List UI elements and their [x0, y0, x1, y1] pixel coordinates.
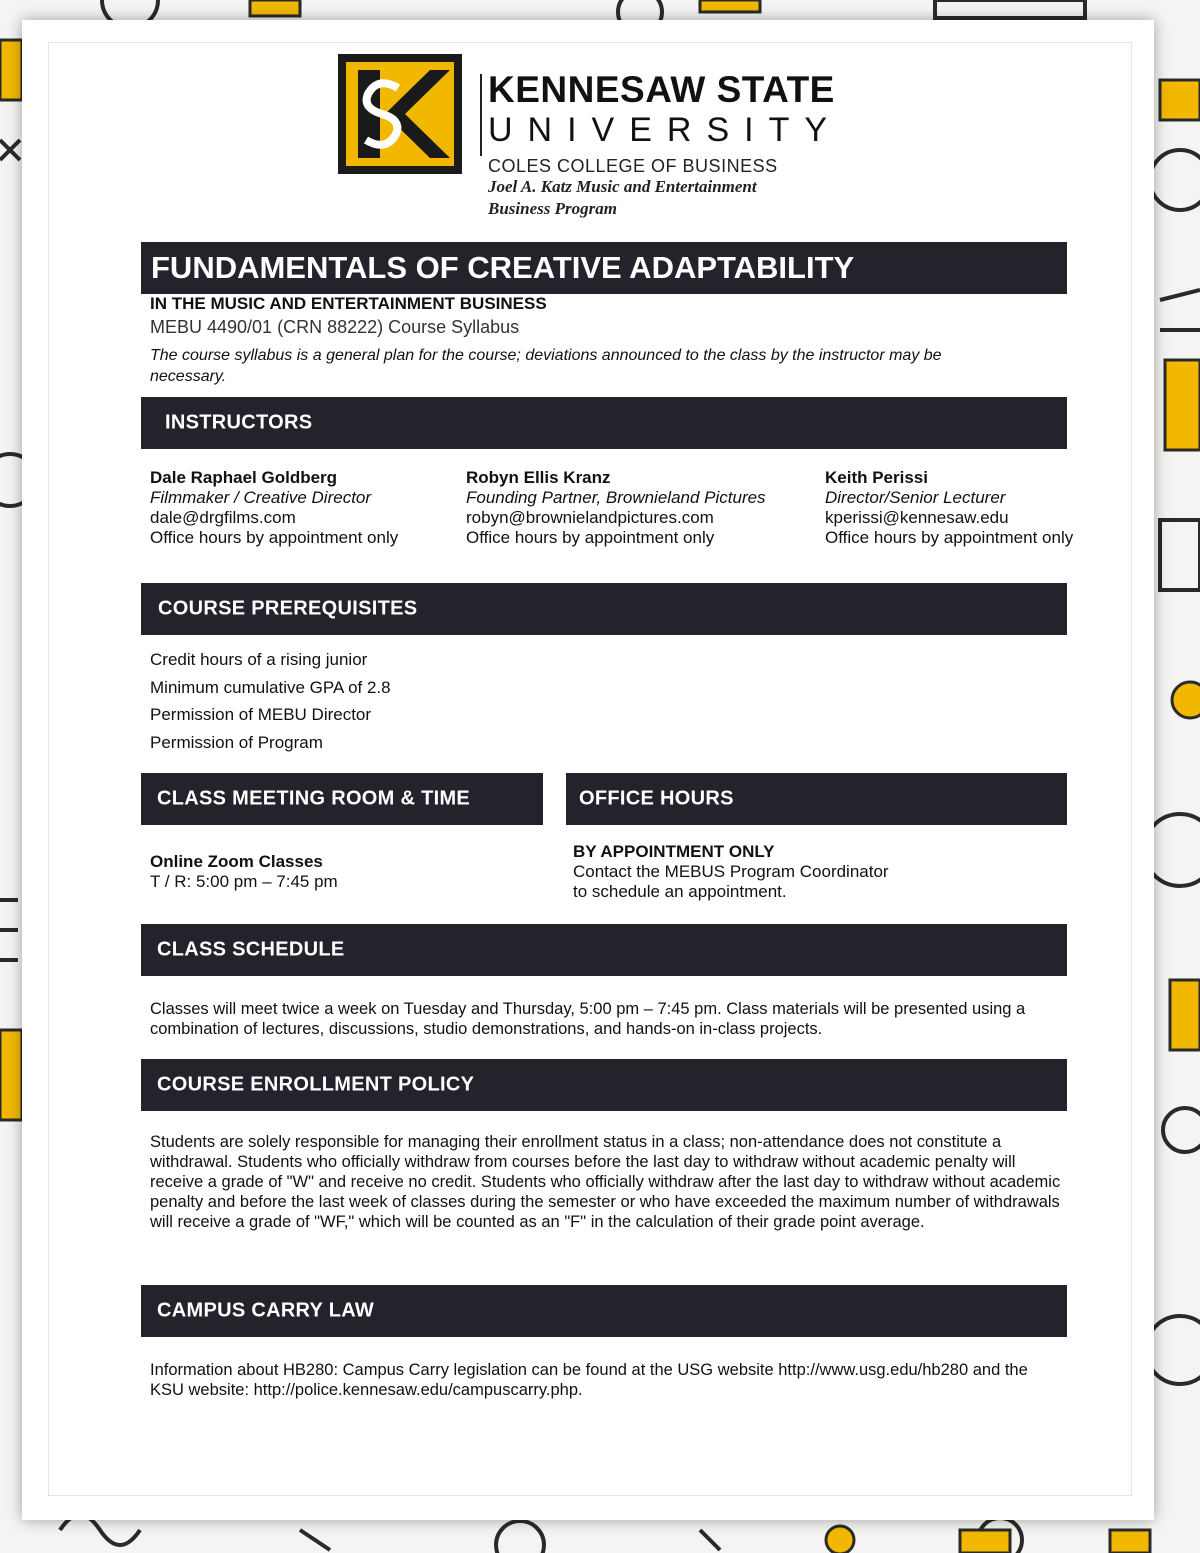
office-hours-line-2: to schedule an appointment.: [573, 882, 787, 901]
instructor-hours: Office hours by appointment only: [466, 528, 715, 547]
office-hours-heading: OFFICE HOURS: [579, 787, 734, 810]
list-item: Permission of MEBU Director: [150, 705, 372, 724]
office-hours-heading-bar: [566, 773, 1067, 825]
enrollment-heading: COURSE ENROLLMENT POLICY: [157, 1073, 475, 1096]
syllabus-note: The course syllabus is a general plan for the course; deviations announced to the class by the instructor may be necessary.: [150, 347, 942, 385]
course-title-bar: [141, 242, 1067, 294]
university-sub: UNIVERSITY: [488, 111, 843, 149]
meeting-heading: CLASS MEETING ROOM & TIME: [157, 787, 471, 810]
office-hours-info: [573, 842, 889, 902]
instructors-heading: INSTRUCTORS: [165, 411, 313, 434]
program-name: [488, 176, 848, 220]
instructor-role: Filmmaker / Creative Director: [150, 488, 372, 507]
instructor-name: Keith Perissi: [825, 468, 928, 487]
university-logo: [330, 48, 890, 228]
meeting-time: T / R: 5:00 pm – 7:45 pm: [150, 872, 338, 891]
instructor-hours: Office hours by appointment only: [150, 528, 399, 547]
prerequisites-heading-bar: [141, 583, 1067, 635]
instructor-name: Dale Raphael Goldberg: [150, 468, 338, 487]
instructor-card: [825, 468, 1073, 548]
program-line-2: Business Program: [488, 199, 617, 218]
instructor-hours: Office hours by appointment only: [825, 528, 1074, 547]
office-hours-line-1: Contact the MEBUS Program Coordinator: [573, 862, 889, 881]
campus-carry-text: Information about HB280: Campus Carry legislation can be found at the USG website http://www.usg.edu/hb280 and the KSU website: http://police.kennesaw.edu/campuscarry.php.: [150, 1361, 1028, 1399]
instructor-card: [466, 468, 766, 548]
university-name: KENNESAW STATE: [488, 69, 835, 110]
office-hours-label: BY APPOINTMENT ONLY: [573, 842, 775, 861]
list-item: Minimum cumulative GPA of 2.8: [150, 677, 391, 697]
instructor-email[interactable]: robyn@brownielandpictures.com: [466, 508, 714, 527]
instructor-role: Director/Senior Lecturer: [825, 488, 1006, 507]
prerequisites-heading: COURSE PREREQUISITES: [158, 597, 418, 620]
schedule-heading: CLASS SCHEDULE: [157, 938, 345, 961]
logo-divider: [480, 74, 482, 156]
instructor-card: [150, 468, 398, 548]
campus-carry-heading-bar: [141, 1285, 1067, 1337]
course-code: MEBU 4490/01 (CRN 88222) Course Syllabus: [150, 317, 520, 337]
prerequisites-list: [150, 646, 391, 756]
instructor-role: Founding Partner, Brownieland Pictures: [466, 488, 766, 507]
enrollment-text: Students are solely responsible for managing their enrollment status in a class; non-attendance does not constitute a withdrawal. Students who officially withdraw from courses before the last day to withdraw without academic penalty will receive a grade of "W" and receive no credit. Students who officially withdraw after the last day to withdraw without academic penalty and before the last week of classes during the semester or who have exceeded the maximum number of withdrawals will receive a grade of "WF," which will be counted as an "F" in the calculation of their grade point average.: [150, 1133, 1061, 1231]
course-title: FUNDAMENTALS OF CREATIVE ADAPTABILITY: [151, 250, 855, 285]
meeting-info: [150, 852, 338, 892]
list-item: Permission of Program: [150, 732, 323, 752]
enrollment-heading-bar: [141, 1059, 1067, 1111]
course-subtitle: IN THE MUSIC AND ENTERTAINMENT BUSINESS: [150, 294, 547, 313]
campus-carry-heading: CAMPUS CARRY LAW: [157, 1299, 375, 1322]
instructor-name: Robyn Ellis Kranz: [466, 468, 611, 487]
schedule-heading-bar: [141, 924, 1067, 976]
instructor-email[interactable]: kperissi@kennesaw.edu: [825, 508, 1009, 527]
college-name: COLES COLLEGE OF BUSINESS: [488, 156, 778, 176]
ks-logo-mark: [330, 48, 470, 182]
meeting-mode: Online Zoom Classes: [150, 852, 323, 871]
meeting-heading-bar: [141, 773, 543, 825]
instructor-email[interactable]: dale@drgfilms.com: [150, 508, 296, 527]
program-line-1: Joel A. Katz Music and Entertainment: [488, 177, 757, 196]
schedule-text: Classes will meet twice a week on Tuesday and Thursday, 5:00 pm – 7:45 pm. Class materials will be presented using a combination of lectures, discussions, studio demonstrations, and hands-on in-class projects.: [150, 1000, 1026, 1038]
instructors-heading-bar: [141, 397, 1067, 449]
list-item: Credit hours of a rising junior: [150, 650, 368, 669]
